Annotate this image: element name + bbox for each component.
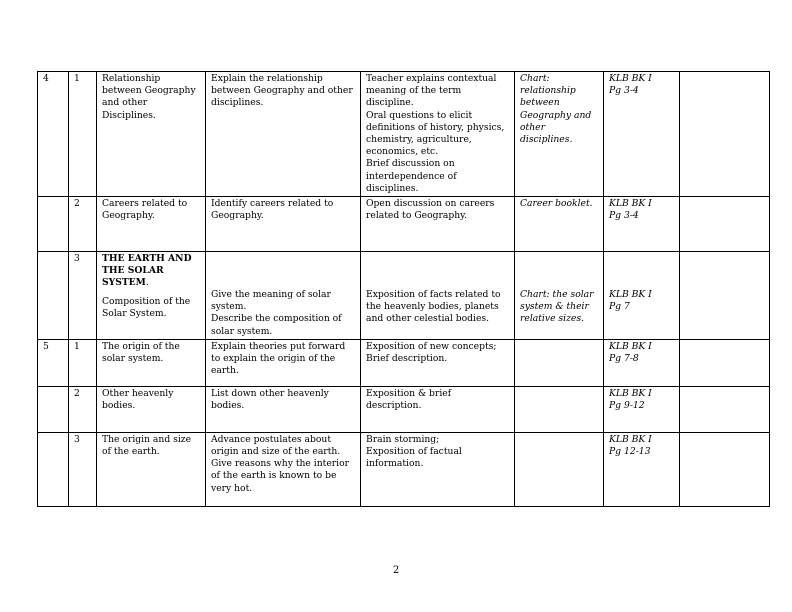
resources-cell (515, 386, 604, 432)
remarks-cell (680, 197, 770, 252)
references-cell (604, 386, 680, 432)
topic-text: The origin of the solar system. (102, 340, 180, 365)
references-cell (604, 252, 680, 340)
references-cell (604, 339, 680, 386)
page-number: 2 (392, 565, 400, 576)
objectives-cell (206, 386, 361, 432)
objective-text: Give reasons why the interior of the earth is known to be very hot. (211, 458, 350, 494)
references-cell (604, 72, 680, 197)
lesson-cell: 2 (69, 386, 97, 432)
topic-heading-text: THE EARTH AND THE SOLAR SYSTEM (102, 253, 192, 289)
scheme-of-work-table (37, 71, 770, 507)
reference-text: Pg 9-12 (609, 400, 645, 412)
reference-text: KLB BK I (609, 340, 652, 352)
references-cell (604, 432, 680, 506)
objective-text: Identify careers related to Geography. (211, 198, 334, 222)
topic-text: Composition of the Solar System. (102, 295, 191, 319)
reference-text: Pg 12-13 (609, 446, 651, 458)
references-cell (604, 197, 680, 252)
week-cell: 5 (38, 339, 69, 386)
objective-text: Describe the composition of solar system. (211, 313, 342, 337)
activity-text: Brief discussion on interdependence of disciplines. (366, 158, 457, 194)
resources-cell (515, 432, 604, 506)
resources-text: Career booklet. (520, 198, 593, 210)
topic-heading (102, 253, 200, 290)
reference-text: Pg 3-4 (609, 210, 639, 222)
topic-cell (97, 197, 206, 252)
resources-cell (515, 197, 604, 252)
spacer (366, 253, 509, 289)
week-cell (38, 432, 69, 506)
objective-text: Explain theories put forward to explain the origin of the earth. (211, 340, 346, 377)
table-row (38, 197, 770, 252)
objectives-cell (206, 72, 361, 197)
objective-text: List down other heavenly bodies. (211, 387, 329, 412)
resources-cell (515, 339, 604, 386)
topic-cell (97, 432, 206, 506)
activity-text: Exposition of new concepts; (366, 340, 497, 352)
topic-text: Other heavenly bodies. (102, 387, 174, 412)
resources-cell (515, 252, 604, 340)
reference-text: KLB BK I (609, 289, 652, 301)
activities-cell (361, 386, 515, 432)
objective-text: Advance postulates about origin and size of the earth. (211, 433, 341, 458)
resources-cell (515, 72, 604, 197)
reference-text: Pg 7 (609, 301, 630, 313)
topic-cell (97, 252, 206, 340)
spacer (609, 253, 674, 289)
week-cell: 4 (38, 72, 69, 197)
table-row (38, 386, 770, 432)
resources-text: Chart: the solar system & their relative sizes. (520, 289, 594, 325)
lesson-cell: 3 (69, 432, 97, 506)
activity-text: Brain storming; (366, 433, 440, 445)
reference-text: Pg 7-8 (609, 353, 639, 365)
activities-cell (361, 339, 515, 386)
week-cell (38, 252, 69, 340)
topic-heading-suffix: . (145, 277, 149, 289)
activity-text: Exposition of factual information. (366, 446, 462, 470)
reference-text: KLB BK I (609, 198, 652, 210)
reference-text: KLB BK I (609, 387, 652, 399)
spacer (520, 253, 598, 289)
activities-cell (361, 197, 515, 252)
week-cell (38, 386, 69, 432)
activity-text: Brief description. (366, 353, 448, 365)
objectives-cell (206, 252, 361, 340)
remarks-cell (680, 432, 770, 506)
topic-cell (97, 339, 206, 386)
activities-cell (361, 432, 515, 506)
topic-cell (97, 386, 206, 432)
objectives-cell (206, 339, 361, 386)
table-row (38, 432, 770, 506)
topic-text: Careers related to Geography. (102, 198, 188, 222)
activity-text: Exposition & brief description. (366, 387, 452, 412)
week-cell (38, 197, 69, 252)
remarks-cell (680, 386, 770, 432)
lesson-cell: 1 (69, 339, 97, 386)
table-row (38, 72, 770, 197)
activity-text: Open discussion on careers related to Geography. (366, 198, 495, 222)
reference-text: KLB BK I (609, 433, 652, 445)
activities-cell (361, 72, 515, 197)
topic-text: Relationship between Geography and other Disciplines. (102, 73, 196, 121)
reference-text: KLB BK I (609, 73, 652, 84)
activity-text: Exposition of facts related to the heavenly bodies, planets and other celestial bodies. (366, 289, 501, 325)
table-row (38, 252, 770, 340)
table-row (38, 339, 770, 386)
objective-text: Explain the relationship between Geography and other disciplines. (211, 73, 353, 109)
activity-text: Oral questions to elicit definitions of history, physics, chemistry, agriculture, economics, etc. (366, 109, 505, 158)
lesson-cell: 3 (69, 252, 97, 340)
activity-text: Teacher explains contextual meaning of the term discipline. (366, 73, 497, 109)
objectives-cell (206, 197, 361, 252)
remarks-cell (680, 72, 770, 197)
remarks-cell (680, 252, 770, 340)
objectives-cell (206, 432, 361, 506)
resources-text: Chart: relationship between Geography and other disciplines. (520, 73, 592, 146)
objective-text: Give the meaning of solar system. (211, 289, 331, 313)
lesson-cell: 2 (69, 197, 97, 252)
topic-cell (97, 72, 206, 197)
remarks-cell (680, 339, 770, 386)
topic-text: The origin and size of the earth. (102, 433, 192, 458)
reference-text: Pg 3-4 (609, 85, 639, 97)
spacer (211, 253, 355, 289)
lesson-cell: 1 (69, 72, 97, 197)
activities-cell (361, 252, 515, 340)
